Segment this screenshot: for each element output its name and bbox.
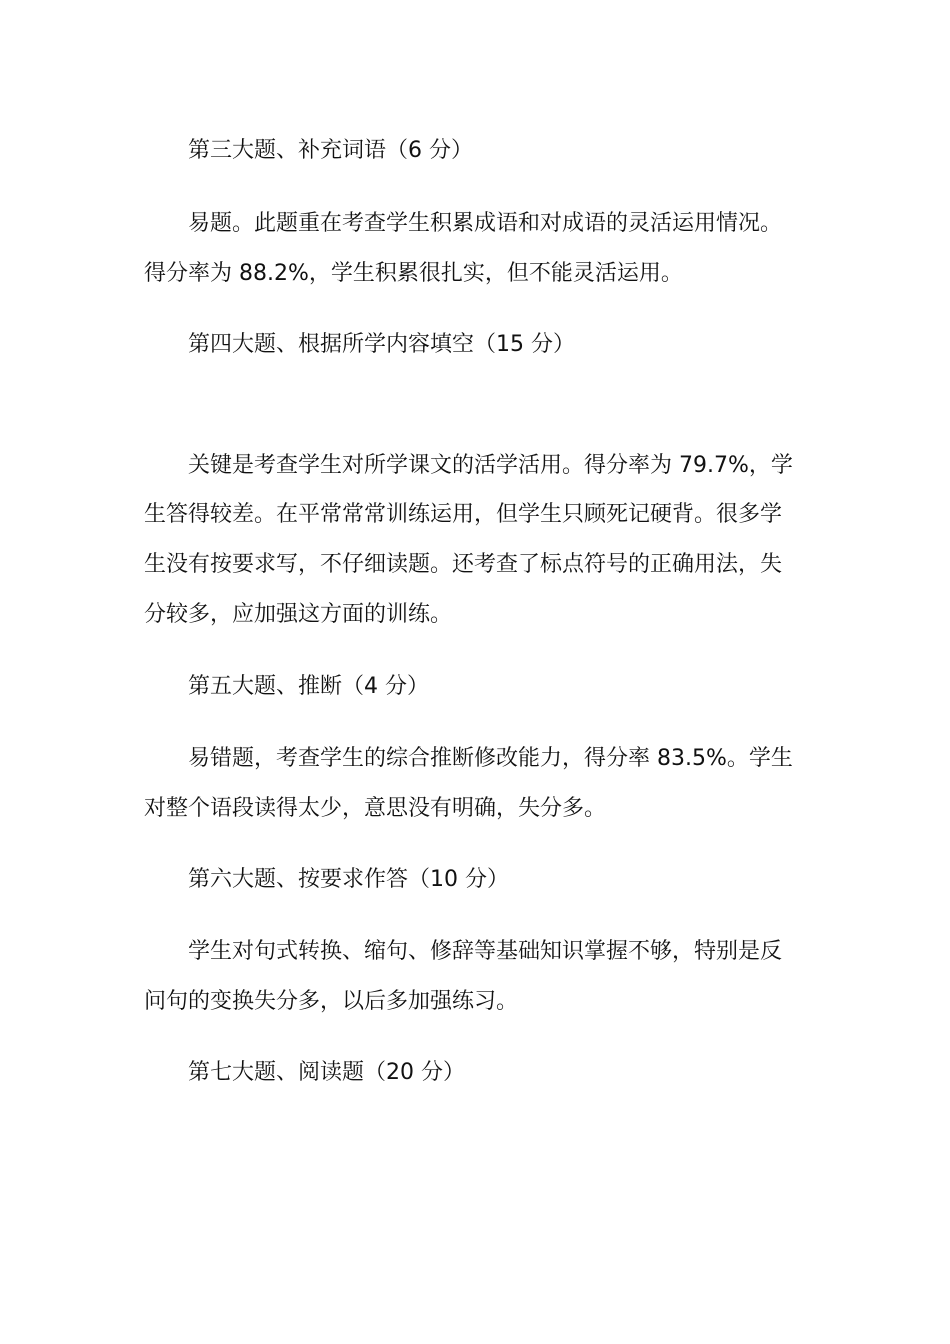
paragraph-line: 易题。此题重在考查学生积累成语和对成语的灵活运用情况。 (188, 211, 783, 236)
paragraph-line: 问句的变换失分多，以后多加强练习。 (144, 989, 519, 1014)
paragraph-line: 学生对句式转换、缩句、修辞等基础知识掌握不够，特别是反 (188, 939, 783, 964)
section-heading-3: 第三大题、补充词语（6 分） (188, 138, 473, 163)
paragraph-line: 关键是考查学生对所学课文的活学活用。得分率为 79.7%，学 (188, 453, 793, 478)
section-heading-4: 第四大题、根据所学内容填空（15 分） (188, 332, 575, 357)
section-heading-5: 第五大题、推断（4 分） (188, 674, 429, 699)
section-heading-7: 第七大题、阅读题（20 分） (188, 1060, 465, 1085)
paragraph-line: 生没有按要求写，不仔细读题。还考查了标点符号的正确用法，失 (144, 552, 783, 577)
paragraph-line: 得分率为 88.2%，学生积累很扎实，但不能灵活运用。 (144, 261, 683, 286)
section-heading-6: 第六大题、按要求作答（10 分） (188, 867, 509, 892)
paragraph-line: 易错题，考查学生的综合推断修改能力，得分率 83.5%。学生 (188, 746, 793, 771)
paragraph-line: 分较多，应加强这方面的训练。 (144, 602, 453, 627)
paragraph-line: 生答得较差。在平常常常训练运用，但学生只顾死记硬背。很多学 (144, 502, 783, 527)
paragraph-line: 对整个语段读得太少，意思没有明确，失分多。 (144, 796, 607, 821)
